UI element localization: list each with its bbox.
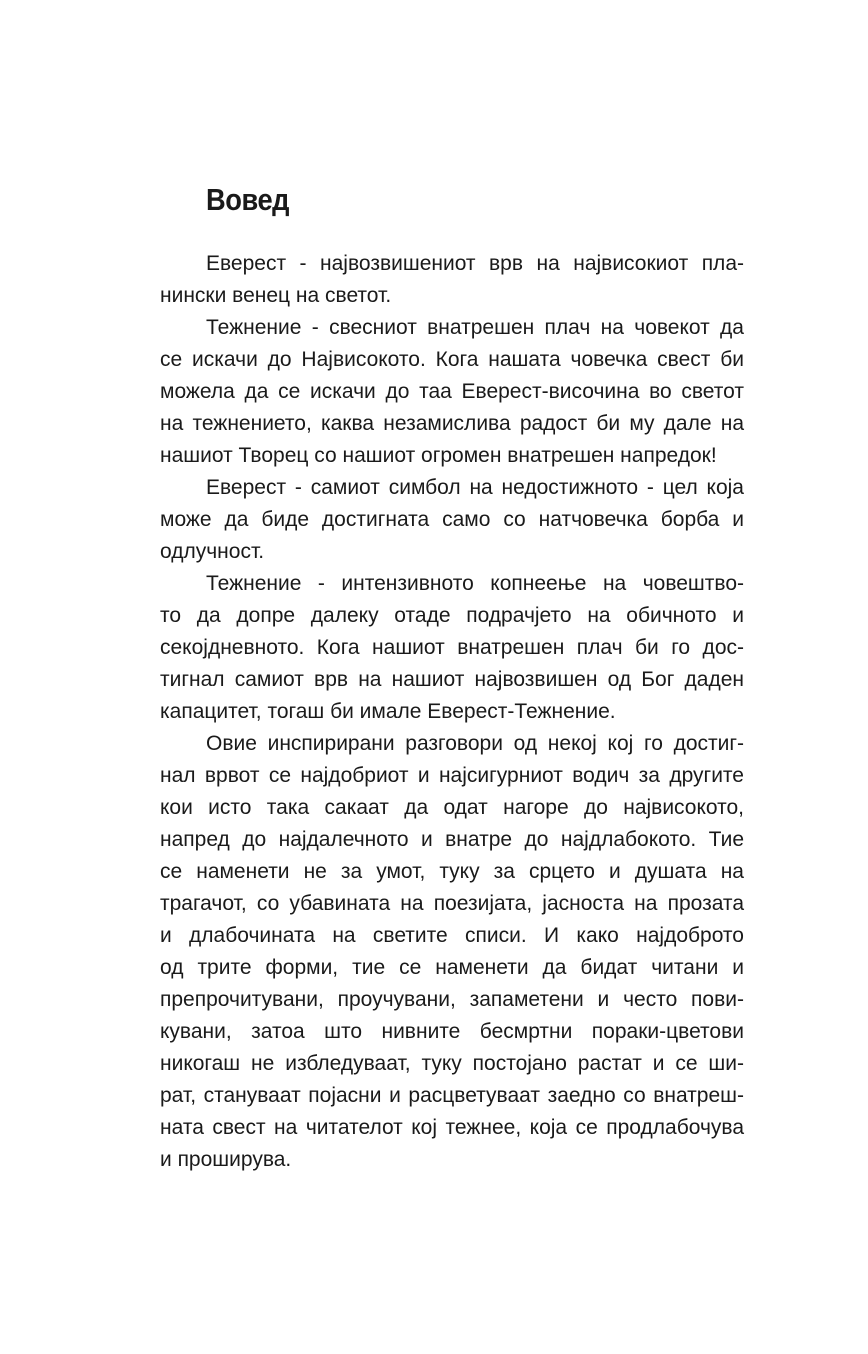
text-line: Тежнение - свесниот внатрешен плач на човекот да xyxy=(206,316,744,339)
text-line: може да биде достигната само со натчовечка борба и xyxy=(160,508,744,531)
text-line: кои исто така сакаат да одат нагоре до највисокото, xyxy=(160,796,744,819)
text-line: нински венец на светот. xyxy=(160,284,392,307)
text-line: можела да се искачи до таа Еверест-височина во светот xyxy=(160,380,744,403)
text-line: никогаш не избледуваат, туку постојано растат и се ши- xyxy=(160,1052,744,1075)
text-line: тигнал самиот врв на нашиот највозвишен од Бог даден xyxy=(160,668,744,691)
text-line: рат, стануваат појасни и расцветуваат заедно со внатреш- xyxy=(160,1084,744,1107)
text-line: кувани, затоа што нивните бесмртни пораки-цветови xyxy=(160,1020,744,1043)
text-line: напред до најдалечното и внатре до најдлабокото. Тие xyxy=(160,828,744,851)
paragraph xyxy=(160,568,744,728)
text-line: се наменети не за умот, туку за срцето и душата на xyxy=(160,860,744,883)
paragraph xyxy=(160,248,744,312)
text-line: нашиот Творец со нашиот огромен внатрешен напредок! xyxy=(160,444,717,467)
chapter-title: Вовед xyxy=(206,182,290,217)
body-text xyxy=(160,248,744,1176)
text-line: то да допре далеку отаде подрачјето на обичното и xyxy=(160,604,744,627)
paragraph xyxy=(160,728,744,1176)
text-line: и длабочината на светите списи. И како најдоброто xyxy=(160,924,744,947)
paragraph xyxy=(160,472,744,568)
text-line: трагачот, со убавината на поезијата, јасноста на прозата xyxy=(160,892,744,915)
text-line: Еверест - највозвишениот врв на највисокиот пла- xyxy=(206,252,744,275)
text-line: секојдневното. Кога нашиот внатрешен плач би го дос- xyxy=(160,636,744,659)
text-line: и проширува. xyxy=(160,1148,292,1171)
text-line: одлучност. xyxy=(160,540,265,563)
text-line: од трите форми, тие се наменети да бидат читани и xyxy=(160,956,744,979)
text-line: капацитет, тогаш би имале Еверест-Тежнение. xyxy=(160,700,616,723)
text-line: Овие инспирирани разговори од некој кој го достиг- xyxy=(206,732,744,755)
text-line: Еверест - самиот симбол на недостижното - цел која xyxy=(206,476,744,499)
text-line: се искачи до Највисокото. Кога нашата човечка свест би xyxy=(160,348,744,371)
text-line: Тежнение - интензивното копнеење на човештво- xyxy=(206,572,744,595)
text-line: нал врвот се најдобриот и најсигурниот водич за другите xyxy=(160,764,744,787)
text-line: на тежнението, каква незамислива радост би му дале на xyxy=(160,412,744,435)
text-line: ната свест на читателот кој тежнее, која се продлабочува xyxy=(160,1116,744,1139)
paragraph xyxy=(160,312,744,472)
text-line: препрочитувани, проучувани, запаметени и често пови- xyxy=(160,988,744,1011)
